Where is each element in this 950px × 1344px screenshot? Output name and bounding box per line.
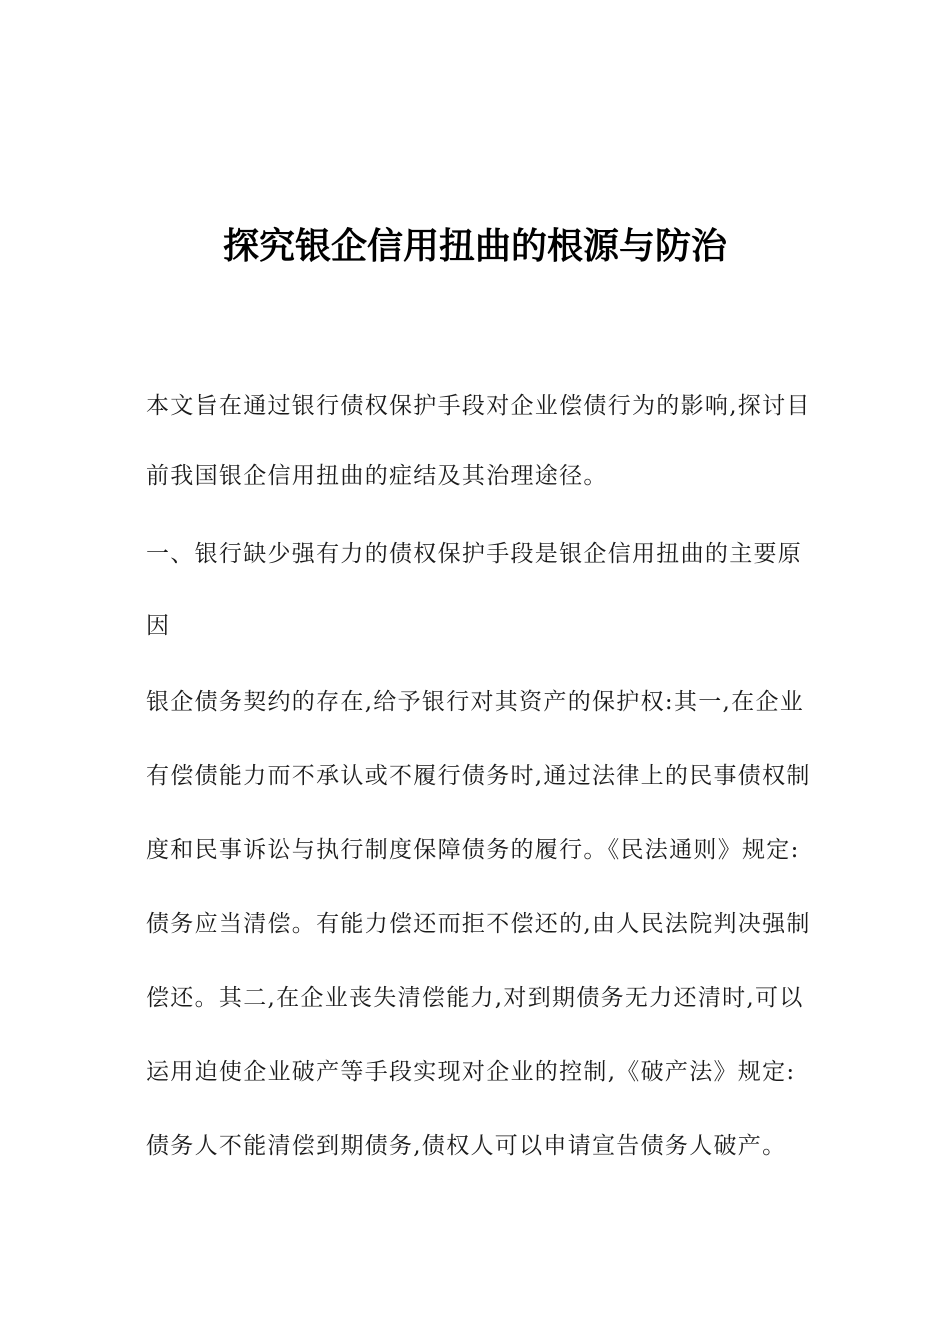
section-heading-line: 因 <box>146 613 171 639</box>
paragraph-line: 度和民事诉讼与执行制度保障债务的履行。《民法通则》规定: <box>146 837 800 863</box>
paragraph-line: 有偿债能力而不承认或不履行债务时,通过法律上的民事债权制 <box>146 763 811 789</box>
paragraph-line: 前我国银企信用扭曲的症结及其治理途径。 <box>146 463 608 489</box>
paragraph-line: 债务应当清偿。有能力偿还而拒不偿还的,由人民法院判决强制 <box>146 911 811 937</box>
paragraph-line: 偿还。其二,在企业丧失清偿能力,对到期债务无力还清时,可以 <box>146 985 804 1011</box>
section-heading-line: 一、银行缺少强有力的债权保护手段是银企信用扭曲的主要原 <box>146 541 803 567</box>
document-title: 探究银企信用扭曲的根源与防治 <box>222 226 727 267</box>
paragraph-line: 银企债务契约的存在,给予银行对其资产的保护权:其一,在企业 <box>146 689 805 715</box>
paragraph-line: 本文旨在通过银行债权保护手段对企业偿债行为的影响,探讨目 <box>146 393 811 419</box>
paragraph-line: 债务人不能清偿到期债务,债权人可以申请宣告债务人破产。 <box>146 1133 787 1159</box>
paragraph-line: 运用迫使企业破产等手段实现对企业的控制,《破产法》规定: <box>146 1059 796 1085</box>
